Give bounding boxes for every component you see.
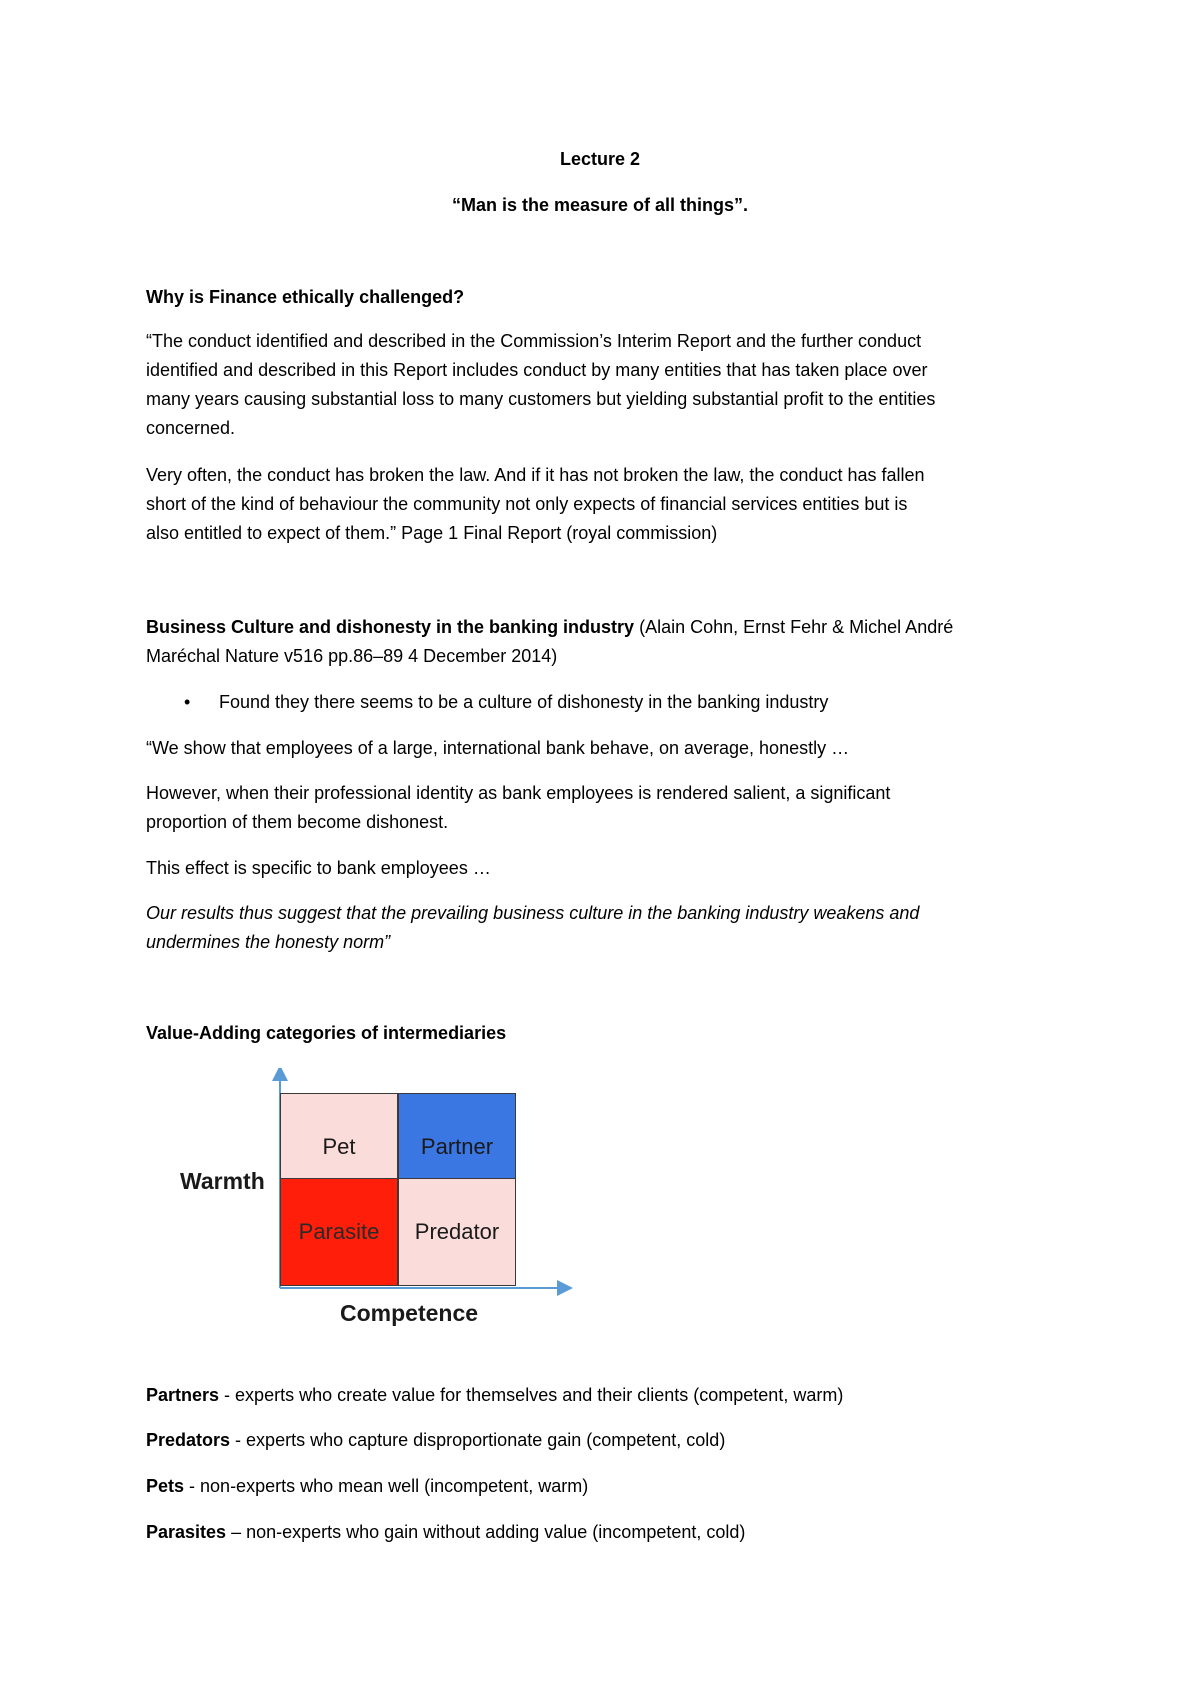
study-quote-paragraph-2 — [146, 779, 1046, 837]
study-quote-line-3: This effect is specific to bank employees … — [146, 858, 491, 878]
lecture-title: Lecture 2 — [559, 149, 641, 169]
heading-bold-part: Business Culture and dishonesty in the banking industry — [146, 617, 635, 637]
x-axis-label: Competence — [340, 1300, 479, 1326]
definition-text: non-experts who gain without adding value (incompetent, cold) — [246, 1522, 746, 1542]
text-line: However, when their professional identity as bank employees is rendered salient, a significant — [146, 783, 891, 803]
text-line: “The conduct identified and described in the Commission’s Interim Report and the further conduct — [146, 331, 922, 351]
definition-text: experts who create value for themselves and their clients (competent, warm) — [235, 1385, 844, 1405]
definition-pets — [146, 1472, 1046, 1501]
text-line — [146, 613, 1046, 642]
definition-term: Parasites — [146, 1522, 227, 1542]
quadrant-parasite: Parasite — [280, 1178, 398, 1286]
y-axis-label: Warmth — [180, 1168, 265, 1194]
bullet-text: Found they there seems to be a culture of dishonesty in the banking industry — [219, 692, 829, 712]
text-line: Very often, the conduct has broken the law. And if it has not broken the law, the conduct has fallen — [146, 465, 925, 485]
heading-citation-part: (Alain Cohn, Ernst Fehr & Michel André — [634, 617, 954, 637]
text-line: proportion of them become dishonest. — [146, 812, 449, 832]
text-line: short of the kind of behaviour the community not only expects of financial services entities but is — [146, 494, 908, 514]
definition-separator: - — [230, 1430, 247, 1450]
warmth-competence-diagram — [170, 1068, 590, 1338]
definition-separator: – — [226, 1522, 247, 1542]
definition-predators — [146, 1426, 1046, 1455]
definition-partners — [146, 1381, 1046, 1410]
royal-commission-quote-paragraph-2 — [146, 461, 1046, 548]
quadrant-pet: Pet — [280, 1093, 398, 1201]
text-line: undermines the honesty norm” — [146, 932, 391, 952]
royal-commission-quote-paragraph-1 — [146, 327, 1046, 443]
text-line: many years causing substantial loss to many customers but yielding substantial profit to the entities — [146, 389, 936, 409]
text-line: Our results thus suggest that the prevailing business culture in the banking industry weakens and — [146, 903, 920, 923]
section-heading-business-culture — [146, 613, 1046, 671]
definition-term: Predators — [146, 1430, 231, 1450]
definition-separator: - — [184, 1476, 201, 1496]
definition-text: experts who capture disproportionate gain (competent, cold) — [246, 1430, 726, 1450]
quadrant-predator: Predator — [398, 1178, 516, 1286]
definition-separator: - — [219, 1385, 236, 1405]
text-line: concerned. — [146, 418, 236, 438]
text-line: Maréchal Nature v516 pp.86–89 4 December 2014) — [146, 646, 558, 666]
text-line: identified and described in this Report includes conduct by many entities that has taken place over — [146, 360, 928, 380]
definition-term: Pets — [146, 1476, 185, 1496]
study-quote-line-1: “We show that employees of a large, international bank behave, on average, honestly … — [146, 738, 850, 758]
definition-parasites — [146, 1518, 1046, 1547]
text-line: also entitled to expect of them.” Page 1 Final Report (royal commission) — [146, 523, 718, 543]
quadrant-partner: Partner — [398, 1093, 516, 1201]
definition-term: Partners — [146, 1385, 220, 1405]
definition-text: non-experts who mean well (incompetent, warm) — [200, 1476, 589, 1496]
lecture-subtitle: “Man is the measure of all things”. — [451, 195, 749, 215]
study-quote-conclusion — [146, 899, 1046, 957]
bullet-icon: • — [184, 692, 191, 712]
section-heading-finance: Why is Finance ethically challenged? — [146, 287, 465, 307]
section-heading-value-adding: Value-Adding categories of intermediaries — [146, 1023, 507, 1043]
